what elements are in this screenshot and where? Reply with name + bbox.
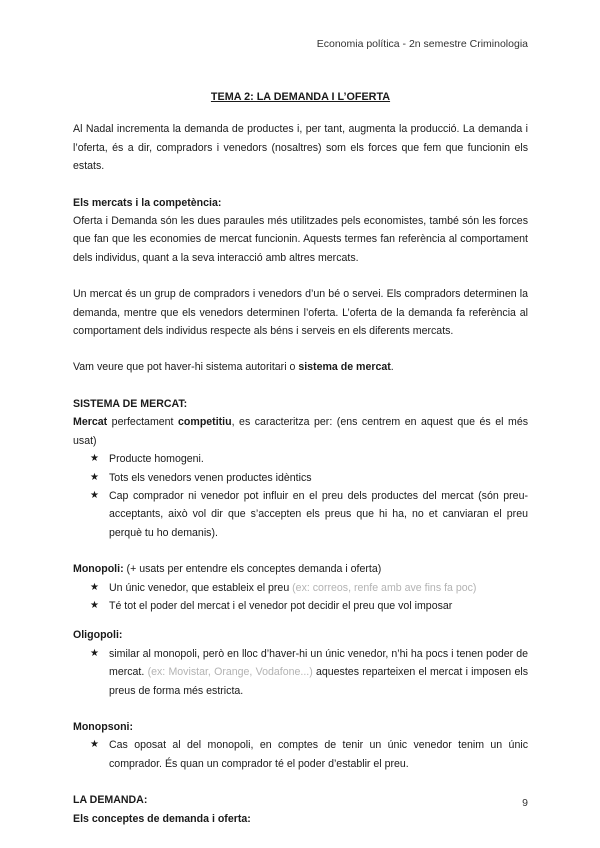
sistema-heading: SISTEMA DE MERCAT: xyxy=(73,397,188,410)
star-bullet-icon: ★ xyxy=(90,599,99,611)
list-item: ★ Tots els venedors venen productes idèntics xyxy=(73,469,528,487)
list-item: ★ Té tot el poder del mercat i el venedor pot decidir el preu que vol imposar xyxy=(73,597,528,615)
star-bullet-icon: ★ xyxy=(90,471,99,483)
mercats-heading: Els mercats i la competència: xyxy=(73,196,222,209)
list-item: ★ Cap comprador ni venedor pot influir en el preu dels productes del mercat (són preu-acceptants, això vol dir que s’accepten els preus que hi ha, no et canviaran el preu perquè tu ho demanis). xyxy=(73,487,528,542)
monopoli-bullet-list xyxy=(73,579,528,616)
oligopoli-heading: Oligopoli: xyxy=(73,629,123,642)
list-item: ★ Producte homogeni. xyxy=(73,450,528,468)
demanda-subheading: Els conceptes de demanda i oferta: xyxy=(73,812,251,825)
demanda-heading: LA DEMANDA: xyxy=(73,794,148,807)
star-bullet-icon: ★ xyxy=(90,581,99,593)
monopsoni-heading: Monopsoni: xyxy=(73,720,134,733)
document-title: TEMA 2: LA DEMANDA I L’OFERTA xyxy=(210,91,391,103)
star-bullet-icon: ★ xyxy=(90,489,99,501)
mercats-paragraph-2: Un mercat és un grup de compradors i venedors d’un bé o servei. Els compradors determinen la demanda, mentre que els venedors determinen l’oferta. L’oferta de la demanda fa referència al comportament dels individus respecte als béns i serveis en els diferents mercats. xyxy=(73,288,528,338)
page-header: Economia política - 2n semestre Criminologia xyxy=(316,38,528,50)
sistema-intro: Mercat perfectament competitiu, es caracteritza per: (ens centrem en aquest que és el més usat) xyxy=(73,416,529,447)
sistema-bullet-list xyxy=(73,450,528,542)
monopoli-heading: Monopoli: (+ usats per entendre els conceptes demanda i oferta) xyxy=(73,563,382,576)
list-item: ★ similar al monopoli, però en lloc d’haver-hi un únic venedor, n’hi ha pocs i tenen poder de mercat. (ex: Movistar, Orange, Vodafone...) aquestes reparteixen el mercat i imposen els preus de forma més estricta. xyxy=(73,645,528,700)
mercats-paragraph-1: Oferta i Demanda són les dues paraules més utilitzades pels economistes, també són les forces que fan que les economies de mercat funcionin. Aquests termes fan referència al comportament dels individus, quant a la seva interacció amb altres mercats. xyxy=(73,215,528,264)
monopsoni-bullet-list xyxy=(73,736,528,773)
oligopoli-bullet-list xyxy=(73,645,528,700)
page-number: 9 xyxy=(522,797,528,809)
document-body xyxy=(73,88,528,828)
mercats-paragraph-3: Vam veure que pot haver-hi sistema autoritari o sistema de mercat. xyxy=(73,361,394,374)
list-item: ★ Un únic venedor, que estableix el preu (ex: correos, renfe amb ave fins fa poc) xyxy=(73,579,528,597)
list-item: ★ Cas oposat al del monopoli, en comptes de tenir un únic venedor tenim un únic comprador. És quan un comprador té el poder d’establir el preu. xyxy=(73,736,528,773)
star-bullet-icon: ★ xyxy=(90,647,99,659)
star-bullet-icon: ★ xyxy=(90,453,99,465)
star-bullet-icon: ★ xyxy=(90,739,99,751)
intro-paragraph: Al Nadal incrementa la demanda de productes i, per tant, augmenta la producció. La demanda i l’oferta, és a dir, compradors i venedors (nosaltres) som els forces que fem que funcionin els estats. xyxy=(73,123,528,173)
